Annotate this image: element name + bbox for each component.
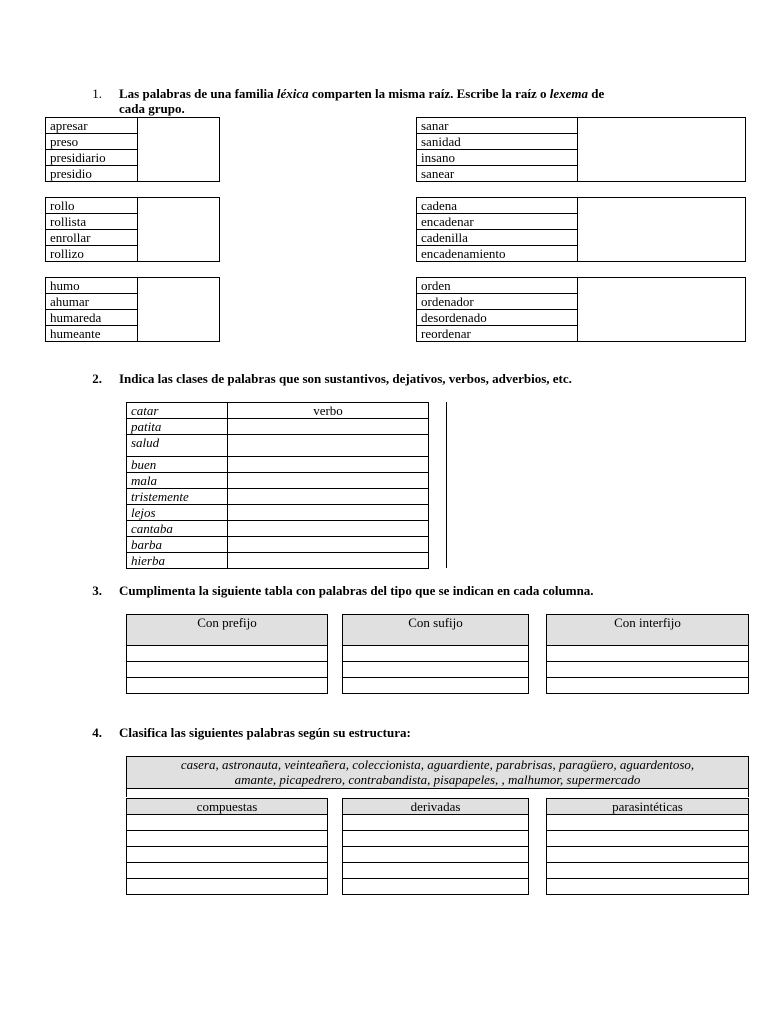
compound-table [126, 798, 328, 895]
class-answer[interactable] [228, 473, 429, 489]
answer-row[interactable] [343, 662, 529, 678]
answer-row[interactable] [547, 879, 749, 895]
answer-row[interactable] [127, 863, 328, 879]
word-list-box [126, 756, 749, 789]
answer-row[interactable] [547, 863, 749, 879]
family-word: cadena [417, 198, 578, 214]
answer-row[interactable] [547, 646, 749, 662]
compound-header: compuestas [127, 799, 328, 815]
family-word: rollo [46, 198, 138, 214]
class-answer[interactable] [228, 553, 429, 569]
answer-row[interactable] [547, 662, 749, 678]
family-word: humo [46, 278, 138, 294]
family-word: cadenilla [417, 230, 578, 246]
answer-row[interactable] [343, 815, 529, 831]
answer-row[interactable] [343, 863, 529, 879]
interfix-table [546, 614, 749, 694]
answer-row[interactable] [547, 831, 749, 847]
suffix-header: Con sufijo [343, 615, 529, 646]
q2-number: 2. [92, 371, 102, 386]
class-answer[interactable]: verbo [228, 403, 429, 419]
class-word: barba [127, 537, 228, 553]
answer-row[interactable] [547, 847, 749, 863]
q1-text-c: comparten la misma raíz. Escribe la raíz o [308, 86, 550, 101]
answer-row[interactable] [127, 879, 328, 895]
answer-row[interactable] [343, 646, 529, 662]
family-word: presidio [46, 166, 138, 182]
class-answer[interactable] [228, 537, 429, 553]
family-word: orden [417, 278, 578, 294]
class-word: cantaba [127, 521, 228, 537]
q3-instruction: Cumplimenta la siguiente tabla con palabras del tipo que se indican en cada columna. [119, 583, 594, 598]
family-word: humeante [46, 326, 138, 342]
family-word: ahumar [46, 294, 138, 310]
answer-row[interactable] [547, 678, 749, 694]
answer-row[interactable] [343, 847, 529, 863]
class-word: catar [127, 403, 228, 419]
class-word: lejos [127, 505, 228, 521]
q2-instruction: Indica las clases de palabras que son sustantivos, dejativos, verbos, adverbios, etc. [119, 371, 572, 386]
answer-row[interactable] [343, 879, 529, 895]
prefix-table [126, 614, 328, 694]
parasynthetic-header: parasintéticas [547, 799, 749, 815]
family-word: rollizo [46, 246, 138, 262]
family-word: humareda [46, 310, 138, 326]
family-word: preso [46, 134, 138, 150]
class-answer[interactable] [228, 489, 429, 505]
family-word: rollista [46, 214, 138, 230]
word-list-line-2: amante, picapedrero, contrabandista, pisapapeles, , malhumor, supermercado [234, 772, 641, 787]
class-answer[interactable] [228, 435, 429, 457]
interfix-header: Con interfijo [547, 615, 749, 646]
family-table-5 [45, 277, 220, 342]
q1-instruction [119, 86, 679, 116]
q1-text-line2: cada grupo. [119, 101, 185, 116]
family-word: insano [417, 150, 578, 166]
q4-instruction: Clasifica las siguientes palabras según su estructura: [119, 725, 411, 740]
class-answer[interactable] [228, 521, 429, 537]
answer-row[interactable] [127, 847, 328, 863]
family-table-3 [45, 197, 220, 262]
family-word: reordenar [417, 326, 578, 342]
answer-row[interactable] [127, 662, 328, 678]
family-word: ordenador [417, 294, 578, 310]
class-word: hierba [127, 553, 228, 569]
suffix-table [342, 614, 529, 694]
class-word: buen [127, 457, 228, 473]
q1-text-a: Las palabras de una familia [119, 86, 277, 101]
parasynthetic-table [546, 798, 749, 895]
prefix-header: Con prefijo [127, 615, 328, 646]
q1-text-e: de [588, 86, 605, 101]
q1-text-d: lexema [549, 86, 589, 101]
family-word: enrollar [46, 230, 138, 246]
family-word: desordenado [417, 310, 578, 326]
root-answer-box[interactable] [138, 278, 220, 342]
family-word: encadenamiento [417, 246, 578, 262]
class-word: tristemente [127, 489, 228, 505]
family-word: sanear [417, 166, 578, 182]
family-table-4 [416, 197, 746, 262]
family-table-6 [416, 277, 746, 342]
root-answer-box[interactable] [138, 198, 220, 262]
family-table-1 [45, 117, 220, 182]
family-word: sanidad [417, 134, 578, 150]
family-word: sanar [417, 118, 578, 134]
class-answer[interactable] [228, 505, 429, 521]
answer-row[interactable] [127, 831, 328, 847]
answer-row[interactable] [127, 815, 328, 831]
family-word: encadenar [417, 214, 578, 230]
root-answer-box[interactable] [138, 118, 220, 182]
class-answer[interactable] [228, 419, 429, 435]
q4-number: 4. [92, 725, 102, 740]
answer-row[interactable] [343, 678, 529, 694]
family-word: apresar [46, 118, 138, 134]
family-table-2 [416, 117, 746, 182]
answer-row[interactable] [343, 831, 529, 847]
q1-text-b: léxica [276, 86, 309, 101]
derived-table [342, 798, 529, 895]
word-class-table [126, 402, 429, 569]
class-word: mala [127, 473, 228, 489]
word-list-spacer [126, 788, 749, 797]
class-word: patita [127, 419, 228, 435]
vertical-divider [446, 402, 447, 568]
root-answer-box[interactable] [578, 278, 746, 342]
answer-row[interactable] [127, 678, 328, 694]
word-list-line-1: casera, astronauta, veinteañera, coleccionista, aguardiente, parabrisas, paragüero, aguardentoso, [180, 757, 695, 772]
q1-number: 1. [92, 86, 102, 101]
class-answer[interactable] [228, 457, 429, 473]
family-word: presidiario [46, 150, 138, 166]
q3-number: 3. [92, 583, 102, 598]
root-answer-box[interactable] [578, 118, 746, 182]
answer-row[interactable] [547, 815, 749, 831]
derived-header: derivadas [343, 799, 529, 815]
answer-row[interactable] [127, 646, 328, 662]
class-word: salud [127, 435, 228, 457]
root-answer-box[interactable] [578, 198, 746, 262]
